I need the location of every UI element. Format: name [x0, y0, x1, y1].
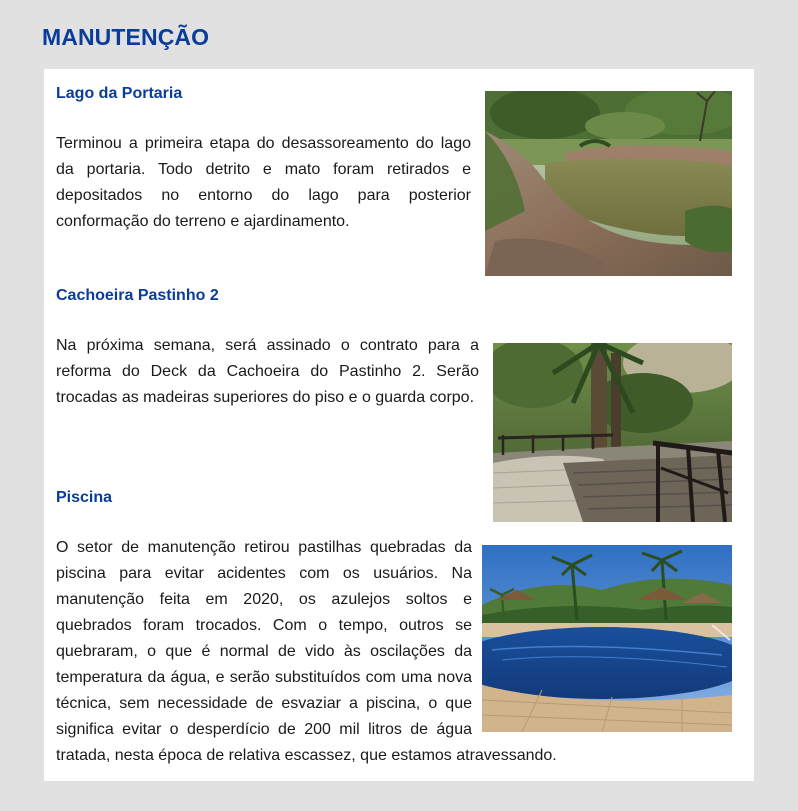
section-text-piscina	[56, 535, 732, 769]
section-title-cachoeira: Cachoeira Pastinho 2	[56, 287, 219, 304]
section-text-piscina-content: O setor de manutenção retirou pastilhas quebradas da piscina para evitar acidentes com os usuários. Na manutenção feita em 2020, os azulejos soltos e quebrados foram trocados. Com o tempo, outros se quebraram, o que é normal de vido às oscilações da temperatura da água, e serão substituídos com uma nova técnica, sem necessidade de esvaziar a piscina, o que significa evitar o desperdício de 200 mil litros de água tratada, nesta época de relativa escassez, que estamos atravessando.	[56, 539, 557, 764]
section-title-lago: Lago da Portaria	[56, 85, 183, 102]
lake-photo	[485, 91, 732, 276]
section-title-piscina: Piscina	[56, 489, 113, 506]
page-title: MANUTENÇÃO	[42, 24, 210, 50]
content-panel	[44, 69, 754, 781]
deck-photo	[493, 343, 732, 522]
section-text-lago: Terminou a primeira etapa do desassoreamento do lago da portaria. Todo detrito e mato foram retirados e depositados no entorno do lago para posterior conformação do terreno e ajardinamento.	[56, 135, 471, 230]
image-float-spacer	[472, 535, 732, 735]
section-text-cachoeira: Na próxima semana, será assinado o contrato para a reforma do Deck da Cachoeira do Pastinho 2. Serão trocadas as madeiras superiores do piso e o guarda corpo.	[56, 337, 479, 406]
